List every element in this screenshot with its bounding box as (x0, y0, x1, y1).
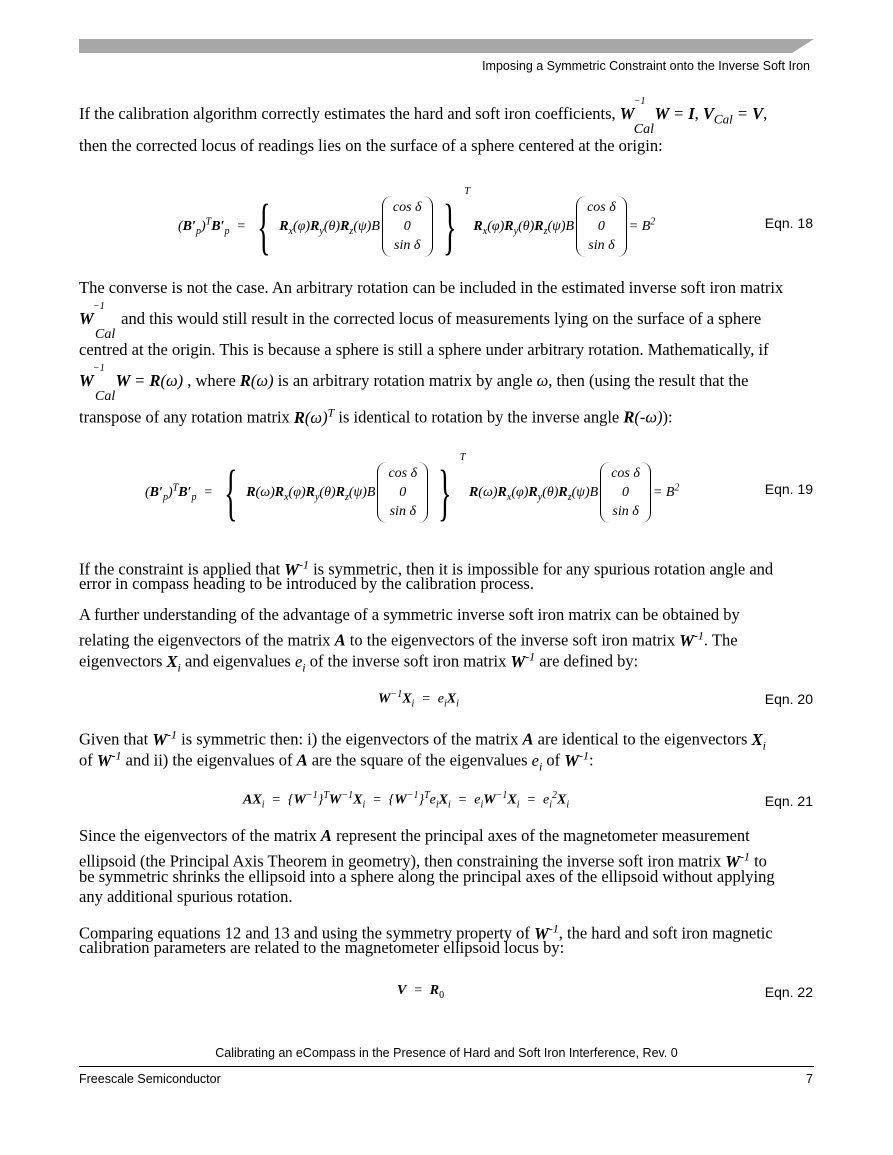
footer-divider (79, 1066, 814, 1067)
paragraph-1-line-2: then the corrected locus of readings lies on the surface of a sphere centered at the origin: (79, 136, 663, 155)
header-bar (79, 39, 814, 53)
paragraph-5-line-1: Given that $W^{-1}$ is symmetric then: i) the eigenvectors of the matrix A are identical to the eigenvectors $X_i$ (79, 727, 766, 752)
paragraph-4-line-3: eigenvectors $X_i$ and eigenvalues $e_i$ of the inverse soft iron matrix $W^{-1}$ are defined by: (79, 649, 639, 674)
paragraph-3-line-1: If the constraint is applied that $W^{-1}$ is symmetric, then it is impossible for any spurious rotation angle and (79, 557, 774, 579)
inline-math: W −1 Cal W = I (619, 96, 695, 137)
equation-21: $AX_i = \{W^{-1}\}^TW^{-1}X_i = \{W^{-1}\}^Te_iX_i = e_iW^{-1}X_i = e_i^2X_i$ (243, 790, 570, 811)
equation-number-20: Eqn. 20 (764, 691, 813, 707)
paragraph-2-line-4: W −1 Cal W = R(ω) , where R(ω) is an arbitrary rotation matrix by angle ω, then (using the result that the (79, 363, 749, 404)
paragraph-1-line-1: If the calibration algorithm correctly estimates the hard and soft iron coefficients, W −1 Cal W = I, $V_{Cal} = V$, (79, 96, 768, 137)
paragraph-2-line-3: centred at the origin. This is because a sphere is still a sphere under arbitrary rotation. Mathematically, if (79, 340, 769, 359)
equation-22: $V = R_0$ (397, 983, 445, 1001)
paragraph-7-line-2: calibration parameters are related to the magnetometer ellipsoid locus by: (79, 938, 565, 957)
page-number: 7 (806, 1072, 813, 1086)
footer-company: Freescale Semiconductor (79, 1072, 221, 1086)
equation-20: $W^{-1}X_i = e_iX_i$ (378, 689, 459, 710)
paragraph-2-line-1: The converse is not the case. An arbitrary rotation can be included in the estimated inverse soft iron matrix (79, 278, 784, 297)
paragraph-2-line-5: transpose of any rotation matrix $R(\omega)^T$ is identical to rotation by the inverse angle R(-ω)): (79, 405, 673, 427)
equation-number-22: Eqn. 22 (764, 984, 813, 1000)
paragraph-4-line-2: relating the eigenvectors of the matrix A to the eigenvectors of the inverse soft iron matrix $W^{-1}$. The (79, 628, 738, 650)
paragraph-7-line-1: Comparing equations 12 and 13 and using the symmetry property of $W^{-1}$, the hard and soft iron magnetic (79, 921, 773, 943)
equation-19: $(B'_p)^TB'_p$ = { $R(\omega)R_x(\varphi)R_y(\theta)R_z(\psi)B$ cos δ 0 sin δ }$^T$ $R(\omega)R_x(\varphi)R_y(\theta)R_z(\psi)B$ cos δ 0 sin δ = $B^2$ (145, 452, 680, 527)
paragraph-3-line-2: error in compass heading to be introduced by the calibration process. (79, 574, 534, 593)
paragraph-5-line-2: of $W^{-1}$ and ii) the eigenvalues of A are the square of the eigenvalues $e_i$ of $W^{-1}$: (79, 748, 594, 773)
paragraph-6-line-1: Since the eigenvectors of the matrix A represent the principal axes of the magnetometer measurement (79, 826, 750, 845)
equation-number-21: Eqn. 21 (764, 793, 813, 809)
footer-title: Calibrating an eCompass in the Presence of Hard and Soft Iron Interference, Rev. 0 (215, 1046, 678, 1060)
equation-number-19: Eqn. 19 (764, 481, 813, 497)
equation-number-18: Eqn. 18 (764, 215, 813, 231)
paragraph-6-line-3: be symmetric shrinks the ellipsoid into a sphere along the principal axes of the ellipsoid without applying (79, 867, 775, 886)
running-header: Imposing a Symmetric Constraint onto the Inverse Soft Iron (482, 59, 810, 73)
paragraph-4-line-1: A further understanding of the advantage of a symmetric inverse soft iron matrix can be obtained by (79, 605, 740, 624)
paragraph-6-line-2: ellipsoid (the Principal Axis Theorem in geometry), then constraining the inverse soft iron matrix $W^{-1}$ to (79, 849, 767, 871)
equation-18: $(B'_p)^TB'_p$ = { $R_x(\varphi)R_y(\theta)R_z(\psi)B$ cos δ 0 sin δ }$^T$ $R_x(\varphi)R_y(\theta)R_z(\psi)B$ cos δ 0 sin δ = $B^2$ (178, 186, 656, 261)
paragraph-2-line-2: W −1 Cal and this would still result in the corrected locus of measurements lying on the surface of a sphere (79, 301, 762, 342)
paragraph-6-line-4: any additional spurious rotation. (79, 887, 293, 906)
